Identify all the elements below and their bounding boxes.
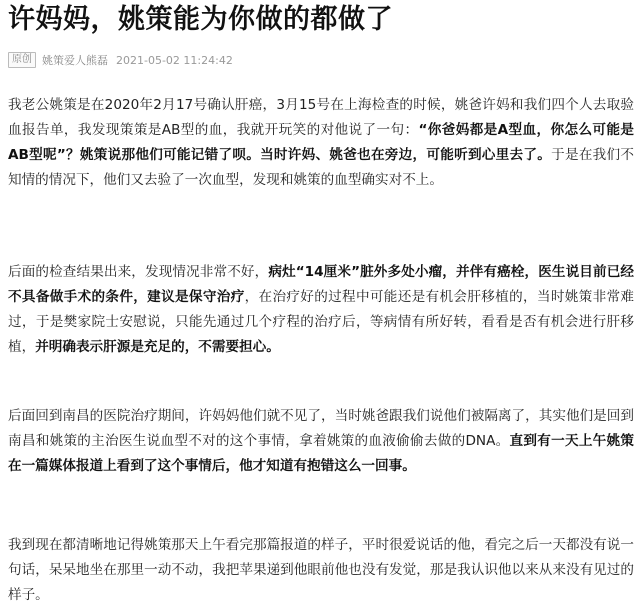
paragraph [8, 404, 634, 479]
paragraph-text: 我到现在都清晰地记得姚策那天上午看完那篇报道的样子，平时很爱说话的他，看完之后一天都没有说一句话，呆呆地坐在那里一动不动，我把苹果递到他眼前他也没有发觉，那是我认识他以来从来没有见过的样子。 [8, 537, 634, 603]
paragraph-text: 于是在我们不知情的情况下，他们又去验了一次血型，发现和姚策的血型确实对不上。 [8, 147, 634, 188]
publish-datetime: 2021-05-02 11:24:42 [116, 53, 233, 67]
original-badge: 原创 [8, 52, 36, 68]
article-meta [8, 51, 233, 69]
paragraph-text: 后面的检查结果出来，发现情况非常不好， [8, 264, 269, 280]
author-link[interactable]: 姚策爱人熊磊 [42, 54, 108, 67]
paragraph-bold-text: 病灶“14厘米”脏外多处小瘤，并伴有癌栓，医生说目前已经不具备做手术的条件，建议是保守治疗 [8, 264, 635, 305]
paragraph-bold-text: 直到有一天上午姚策在一篇媒体报道上看到了这个事情后，他才知道有抱错这么一回事。 [8, 433, 635, 474]
paragraph-text: ，在治疗好的过程中可能还是有机会肝移植的，当时姚策非常难过，于是樊家院士安慰说，只能先通过几个疗程的治疗后，等病情有所好转，看看是否有机会进行肝移植， [8, 289, 635, 355]
paragraph-bold-text: 并明确表示肝源是充足的，不需要担心。 [35, 339, 280, 355]
paragraph [8, 533, 634, 608]
paragraph [8, 260, 634, 360]
paragraph-text: 我老公姚策是在2020年2月17号确认肝癌，3月15号在上海检查的时候，姚爸许妈和我们四个人去取验血报告单，我发现策策是AB型的血，我就开玩笑的对他说了一句： [8, 97, 634, 138]
paragraph-bold-text: “你爸妈都是A型血，你怎么可能是AB型呢”？姚策说那他们可能记错了呗。当时许妈、姚爸也在旁边，可能听到心里去了。 [8, 122, 634, 163]
article-title: 许妈妈，姚策能为你做的都做了 [8, 4, 393, 35]
paragraph [8, 93, 634, 193]
paragraph-text: 后面回到南昌的医院治疗期间，许妈妈他们就不见了，当时姚爸跟我们说他们被隔离了，其实他们是回到南昌和姚策的主治医生说血型不对的这个事情，拿着姚策的血液偷偷去做的DNA。 [8, 408, 634, 449]
